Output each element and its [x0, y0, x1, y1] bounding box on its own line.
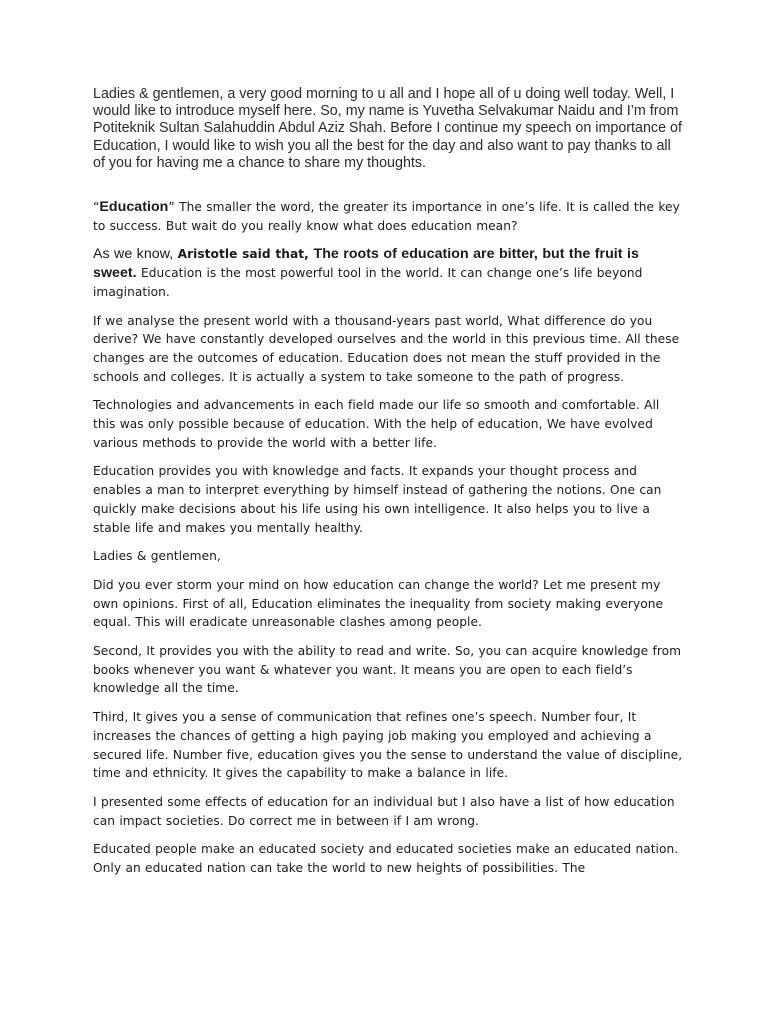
education-word: Education: [99, 199, 169, 216]
paragraph-effects: I presented some effects of education for an individual but I also have a list of how education can impact societies. Do correct me in between if I am wrong.: [93, 795, 675, 828]
paragraph-change-world: Did you ever storm your mind on how education can change the world? Let me present my own opinions. First of all, Education eliminates the inequality from society making everyone equal. This will eradicate unreasonable clashes among people.: [93, 577, 664, 630]
paragraph-knowledge: Education provides you with knowledge and facts. It expands your thought process and enables a man to interpret everything by himself instead of gathering the notions. One can quickly make decisions about his life using his own intelligence. It also helps you to live a stable life and makes you mentally healthy.: [93, 464, 662, 535]
paragraph-text: Education is the most powerful tool in the world. It can change one’s life beyond imagination.: [93, 266, 643, 299]
paragraph-technologies: Technologies and advancements in each field made our life so smooth and comfortable. All this was only possible because of education. With the help of education, We have evolved various methods to provide the world with a better life.: [93, 398, 660, 450]
paragraph-present-world: If we analyse the present world with a thousand-years past world, What difference do you derive? We have constantly developed ourselves and the world in this previous time. All these changes are the outcomes of education. Education does not mean the stuff provided in the schools and colleges. It is actually a system to take someone to the path of progress.: [93, 313, 680, 384]
paragraph-second: Second, It provides you with the ability to read and write. So, you can acquire knowledge from books whenever you want & whatever you want. It means you are open to each field’s knowledge all the time.: [93, 644, 682, 696]
paragraph-third: Third, It gives you a sense of communication that refines one’s speech. Number four, It increases the chances of getting a high paying job making you employed and achieving a secured life. Number five, education gives you the sense to understand the value of discipline, time and ethnicity. It gives the capability to make a balance in life.: [93, 710, 683, 781]
paragraph-text: The smaller the word, the greater its importance in one’s life. It is called the key to success. But wait do you really know what does education mean?: [93, 200, 680, 233]
paragraph-educated-nation: Educated people make an educated society and educated societies make an educated nation. Only an educated nation can take the world to new heights of possibilities. The: [93, 842, 679, 876]
aristotle-quote: The roots of education are bitter, but the fruit is sweet.: [93, 246, 639, 282]
lead-text: As we know,: [93, 246, 178, 263]
intro-paragraph: Ladies & gentlemen, a very good morning to u all and I hope all of u doing well today. Well, I would like to introduce myself here. So, my name is Yuvetha Selvakumar Naidu and I’m from Potiteknik Sultan Salahuddin Abdul Aziz Shah. Before I continue my speech on importance of Education, I would like to wish you all the best for the day and also want to pay thanks to all of you for having me a chance to share my thoughts.: [93, 86, 682, 171]
close-quote: ”: [168, 200, 175, 215]
open-quote: “: [93, 200, 100, 215]
aristotle-text: Aristotle said that,: [177, 247, 314, 262]
paragraph-education-definition: [93, 198, 683, 235]
paragraph-aristotle: [93, 245, 683, 301]
paragraph-address: Ladies & gentlemen,: [93, 549, 221, 564]
document-page: [93, 86, 683, 888]
